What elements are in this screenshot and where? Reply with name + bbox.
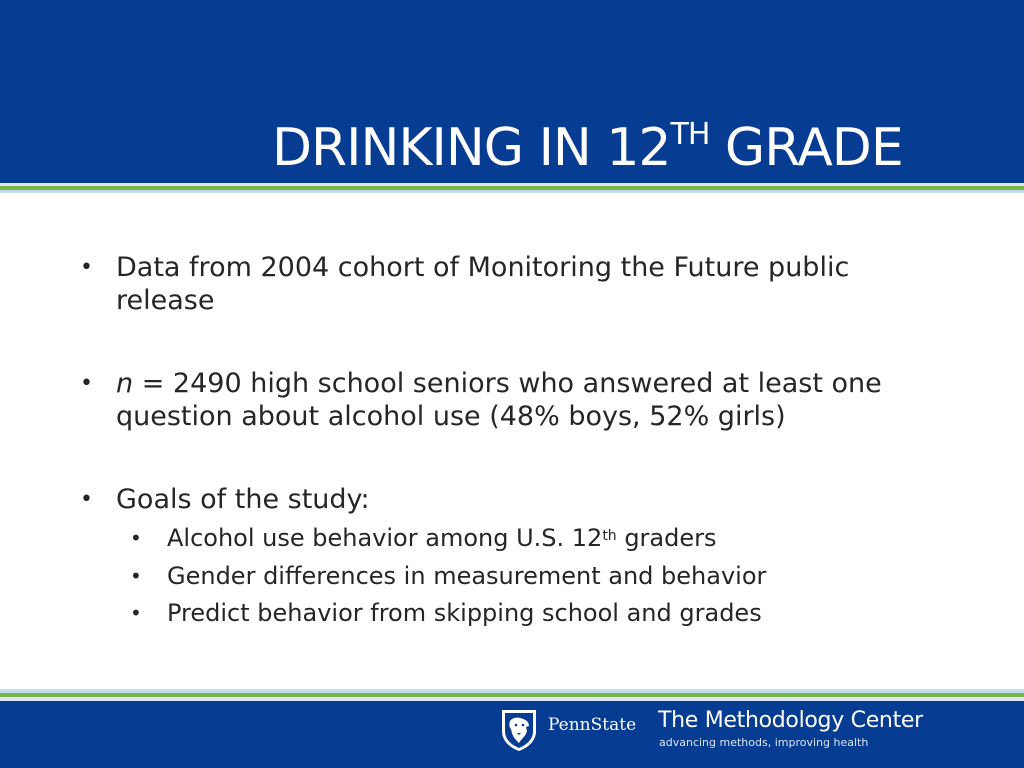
bullet-text-rest: = 2490 high school seniors who answered at least one question about alcohol use (48% boys, 52% girls) bbox=[116, 368, 882, 432]
bullet-italic-n: n bbox=[116, 368, 134, 399]
sub-bullet-text bbox=[167, 523, 717, 553]
sub-bullet-dot-icon: • bbox=[130, 601, 142, 625]
slide-title-end: GRADE bbox=[709, 118, 903, 178]
methodology-center-name: The Methodology Center bbox=[658, 708, 923, 733]
bullet-dot-icon: • bbox=[80, 487, 93, 512]
bullet-dot-icon: • bbox=[80, 255, 93, 280]
sub-bullet-dot-icon: • bbox=[130, 564, 142, 588]
methodology-center-tagline: advancing methods, improving health bbox=[659, 736, 869, 749]
sub-bullet-text: Predict behavior from skipping school and grades bbox=[167, 599, 762, 627]
slide-title-superscript: TH bbox=[670, 117, 710, 152]
sub-bullet-dot-icon: • bbox=[130, 526, 142, 550]
bullet-text: Data from 2004 cohort of Monitoring the Future public release bbox=[116, 252, 850, 316]
pennstate-wordmark: PennState bbox=[548, 715, 637, 735]
nittany-lion-shield-icon bbox=[499, 707, 539, 753]
sub-bullet-superscript: th bbox=[602, 528, 617, 544]
sub-bullet-text: Gender differences in measurement and behavior bbox=[167, 562, 767, 590]
sub-bullet-text-after: graders bbox=[616, 524, 717, 552]
slide-title-main: DRINKING IN 12 bbox=[272, 118, 671, 178]
bullet-text bbox=[116, 367, 956, 433]
sub-bullet-text-before: Alcohol use behavior among U.S. 12 bbox=[167, 524, 603, 552]
bullet-text: Goals of the study: bbox=[116, 484, 370, 515]
bullet-dot-icon: • bbox=[80, 371, 93, 396]
header-divider-light bbox=[0, 190, 1024, 193]
slide-title bbox=[272, 117, 903, 178]
